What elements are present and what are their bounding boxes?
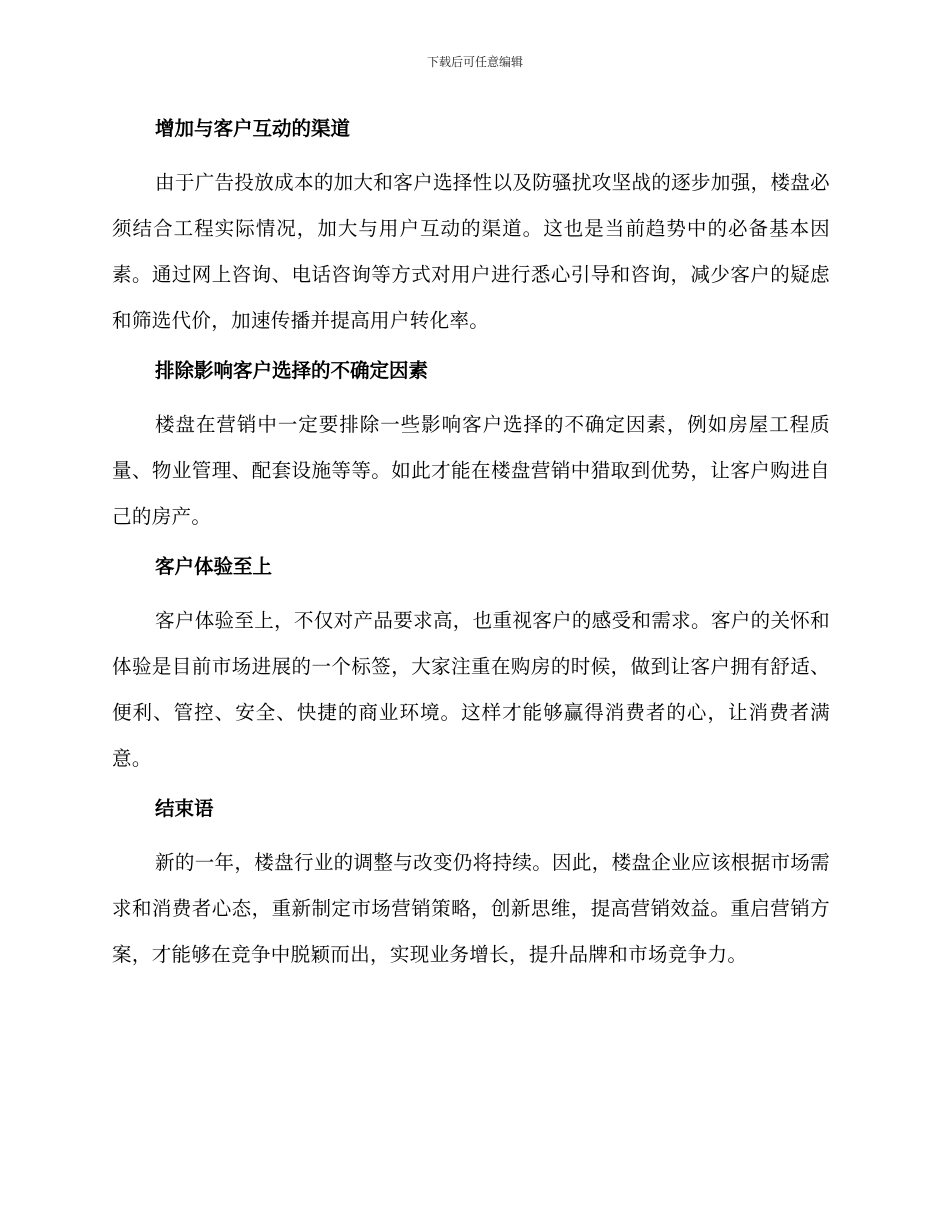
section-customer-interaction xyxy=(112,112,830,344)
section-paragraph: 由于广告投放成本的加大和客户选择性以及防骚扰攻坚战的逐步加强，楼盘必须结合工程实际情况，加大与用户互动的渠道。这也是当前趋势中的必备基本因素。通过网上咨询、电话咨询等方式对用户进行悉心引导和咨询，减少客户的疑虑和筛选代价，加速传播并提高用户转化率。 xyxy=(112,171,830,332)
section-conclusion xyxy=(112,792,830,978)
section-heading: 排除影响客户选择的不确定因素 xyxy=(155,359,429,382)
section-heading: 结束语 xyxy=(155,797,214,820)
page-header: 下载后可任意编辑 xyxy=(426,55,523,69)
section-paragraph: 新的一年，楼盘行业的调整与改变仍将持续。因此，楼盘企业应该根据市场需求和消费者心态，重新制定市场营销策略，创新思维，提高营销效益。重启营销方案，才能够在竞争中脱颖而出，实现业务增长，提升品牌和市场竞争力。 xyxy=(112,851,830,966)
document-body xyxy=(112,112,830,988)
section-paragraph: 客户体验至上，不仅对产品要求高，也重视客户的感受和需求。客户的关怀和体验是目前市场进展的一个标签，大家注重在购房的时候，做到让客户拥有舒适、便利、管控、安全、快捷的商业环境。这样才能够赢得消费者的心，让消费者满意。 xyxy=(112,609,830,770)
section-heading: 客户体验至上 xyxy=(155,555,273,578)
section-heading: 增加与客户互动的渠道 xyxy=(155,117,351,140)
section-paragraph: 楼盘在营销中一定要排除一些影响客户选择的不确定因素，例如房屋工程质量、物业管理、配套设施等等。如此才能在楼盘营销中猎取到优势，让客户购进自己的房产。 xyxy=(112,413,830,528)
section-remove-uncertainty xyxy=(112,354,830,540)
section-customer-experience xyxy=(112,550,830,782)
